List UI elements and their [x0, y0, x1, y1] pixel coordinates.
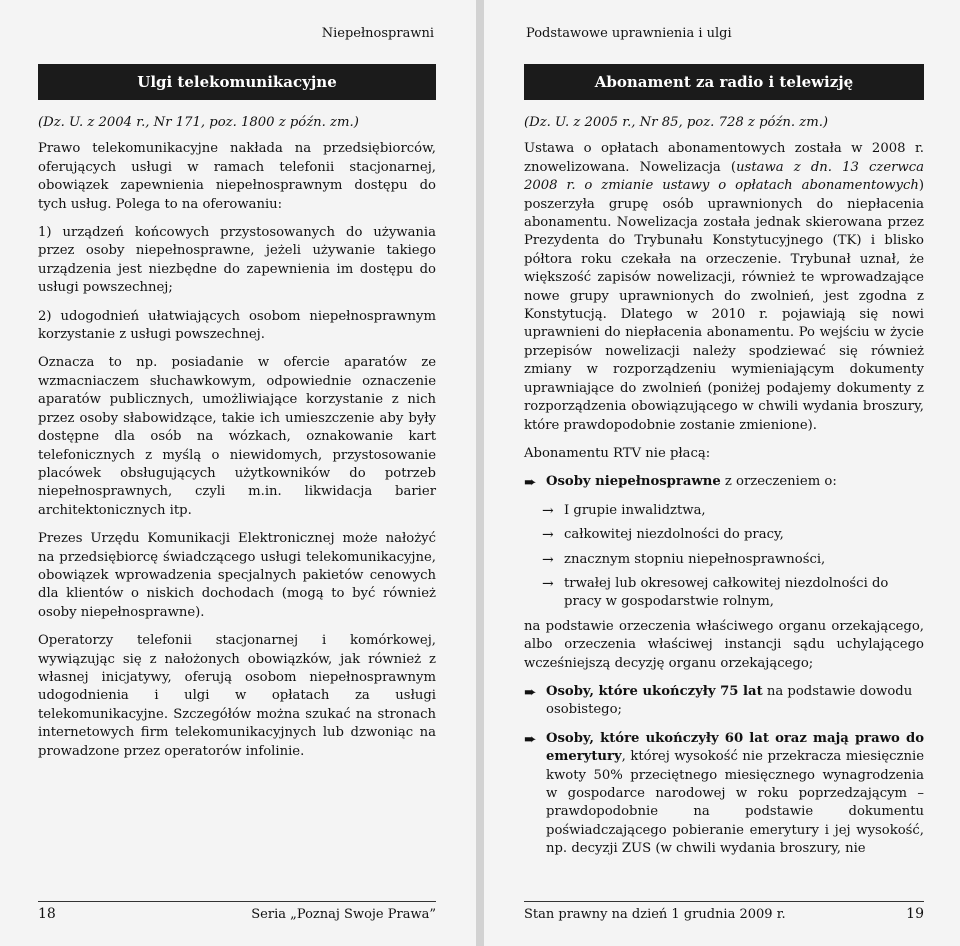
footer-rule — [524, 901, 924, 902]
paragraph: Oznacza to np. posiadanie w ofercie aparatów ze wzmacniaczem słuchawkowym, odpowiednie oznaczenie aparatów publicznych, umożliwiające korzystanie z nich przez osoby słabowidzące, takie ich umieszczenie aby były dostępne dla osób na wózkach, oznakowanie kart telefonicznych z myślą o niewidomych, przystosowanie placówek obsługujących użytkowników do potrzeb niepełnosprawnych, czyli m.in. likwidacja barier architektonicznych itp. — [38, 355, 436, 518]
sub-item-text: znacznym stopniu niepełnosprawności, — [564, 551, 826, 567]
item-text: z orzeczeniem o: — [720, 474, 837, 490]
list-item — [524, 730, 924, 859]
running-head: Niepełnosprawni — [321, 26, 434, 41]
paragraph: Operatorzy telefonii stacjonarnej i komórkowej, wywiązując się z nałożonych obowiązków, jak również z własnej inicjatywy, oferują osobom niepełnosprawnym udogodnienia i ulgi w opłatach za usługi telekomunikacyjne. Szczegółów można szukać na stronach internetowych firm telekomunikacyjnych lub dzwoniąc na prowadzone przez operatorów infolinie. — [38, 633, 436, 759]
sub-item — [524, 575, 924, 612]
right-body — [524, 114, 924, 869]
sub-item-text: trwałej lub okresowej całkowitej niezdolności do pracy w gospodarstwie rolnym, — [564, 575, 889, 610]
pointing-arrow-icon: ➨ — [524, 729, 537, 748]
legal-source: (Dz. U. z 2004 r., Nr 171, poz. 1800 z późn. zm.) — [38, 115, 359, 130]
sub-item — [524, 502, 924, 520]
arrow-icon: → — [542, 551, 554, 568]
sub-item-text: I grupie inwalidztwa, — [564, 502, 706, 518]
list-item — [524, 473, 924, 491]
law-title: ustawa z dn. 13 czerwca 2008 r. o zmianie ustawy o opłatach abonamentowych — [524, 159, 924, 194]
section-title: Ulgi telekomunikacyjne — [38, 64, 436, 100]
legal-source: (Dz. U. z 2005 r., Nr 85, poz. 728 z późn. zm.) — [524, 115, 829, 130]
pointing-arrow-icon: ➨ — [524, 473, 537, 492]
page-number: 19 — [906, 906, 924, 922]
text: ) poszerzyła grupę osób uprawnionych do niepłacenia abonamentu. Nowelizacja została jednak skierowana przez Prezydenta do Trybunału Konstytucyjnego (TK) i blisko półtora roku czekała na orzeczenie. Trybunał uznał, że większość zapisów nowelizacji, również te wprowadzające nowe grupy uprawnionych do zwolnień, jest zgodna z Konstytucją. Dlatego w 2010 r. pojawiają się nowi uprawnieni do niepłacenia abonamentu. Po wejściu w życie przepisów nowelizacji należy spodziewać się również zmiany w rozporządzeniu wymieniającym dokumenty uprawniające do zwolnień (poniżej podajemy dokumenty z rozporządzenia obowiązującego w chwili wydania broszury, które prawdopodobnie zostanie zmienione). — [524, 178, 924, 433]
footer — [524, 906, 924, 922]
paragraph: na podstawie orzeczenia właściwego organu orzekającego, albo orzeczenia właściwej instancji sądu uchylającego wcześniejszą decyzję organu orzekającego; — [524, 618, 924, 671]
item-heading: Osoby, które ukończyły 75 lat — [546, 683, 763, 699]
paragraph: Prezes Urzędu Komunikacji Elektronicznej może nałożyć na przedsiębiorcę świadczącego usługi telekomunikacyjne, obowiązek wprowadzenia specjalnych pakietów cenowych dla klientów o niskich dochodach (mogą to być również osoby niepełnosprawne). — [38, 531, 436, 620]
series-name: Seria „Poznaj Swoje Prawa” — [251, 906, 436, 922]
sub-item — [524, 551, 924, 569]
item-heading: Osoby niepełnosprawne — [546, 474, 721, 490]
right-page — [484, 0, 960, 946]
arrow-icon: → — [542, 527, 554, 544]
item-text: na podstawie dowodu osobistego; — [546, 683, 913, 718]
paragraph: Prawo telekomunikacyjne nakłada na przedsiębiorców, oferujących usługi w ramach telefonii stacjonarnej, obowiązek zapewnienia niepełnosprawnym dostępu do tych usług. Polega to na oferowaniu: — [38, 141, 436, 212]
list-intro: Abonamentu RTV nie płacą: — [524, 445, 711, 461]
paragraph: 2) udogodnień ułatwiających osobom niepełnosprawnym korzystanie z usługi powszechnej. — [38, 308, 436, 343]
paragraph — [524, 140, 924, 435]
sub-item — [524, 526, 924, 544]
paragraph: 1) urządzeń końcowych przystosowanych do używania przez osoby niepełnosprawne, jeżeli używanie takiego urządzenia jest niezbędne do zapewnienia im dostępu do usługi powszechnej; — [38, 225, 436, 296]
left-body — [38, 114, 436, 771]
item-heading: Osoby, które ukończyły 60 lat oraz mają prawo do emerytury — [546, 730, 924, 765]
section-title: Abonament za radio i telewizję — [524, 64, 924, 100]
sub-item-text: całkowitej niezdolności do pracy, — [564, 527, 784, 543]
gutter — [476, 0, 484, 946]
arrow-icon: → — [542, 502, 554, 519]
running-head: Podstawowe uprawnienia i ulgi — [526, 26, 732, 41]
footer-rule — [38, 901, 436, 902]
list-item — [524, 683, 924, 720]
footer — [38, 906, 436, 922]
arrow-icon: → — [542, 575, 554, 592]
pointing-arrow-icon: ➨ — [524, 682, 537, 701]
left-page — [0, 0, 476, 946]
item-text: , której wysokość nie przekracza miesięcznie kwoty 50% przeciętnego miesięcznego wynagrodzenia w gospodarce narodowej w roku poprzedzającym – prawdopodobnie na podstawie dokumentu poświadczającego pobieranie emerytury i jej wysokość, np. decyzji ZUS (w chwili wydania broszury, nie — [546, 749, 924, 857]
legal-status-date: Stan prawny na dzień 1 grudnia 2009 r. — [524, 906, 786, 922]
text: Ustawa o opłatach abonamentowych została w 2008 r. znowelizowana. Nowelizacja ( — [524, 141, 924, 175]
page-number: 18 — [38, 906, 56, 922]
